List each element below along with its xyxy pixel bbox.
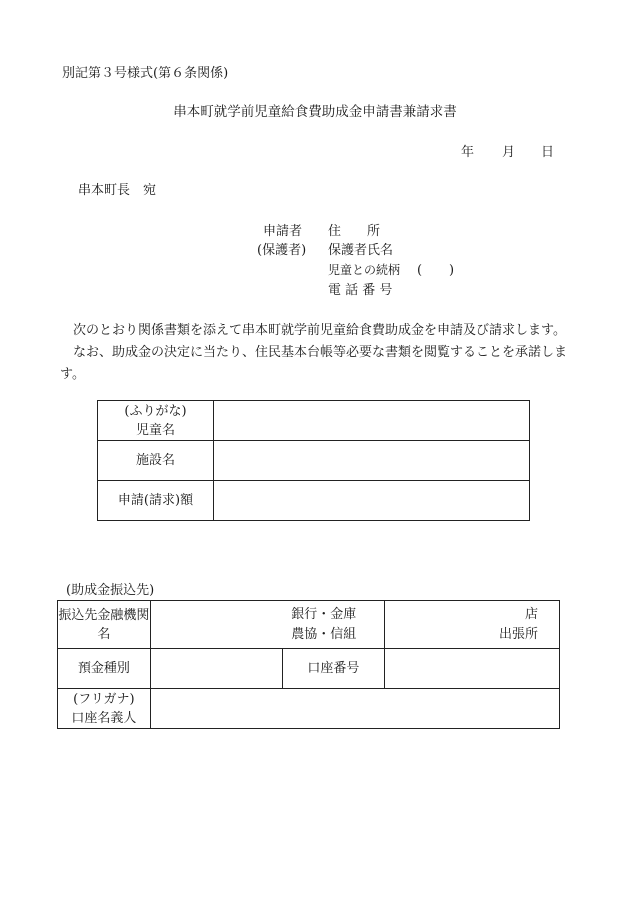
branch-type-2: 出張所 <box>498 626 538 642</box>
table-row <box>58 689 560 729</box>
statement-line-2: なお、助成金の決定に当たり、住民基本台帳等必要な書類を閲覧することを承諾します。 <box>60 345 568 382</box>
institution-label: 振込先金融機関名 <box>58 601 151 649</box>
bank-type-options <box>291 605 356 645</box>
branch-name-field[interactable] <box>385 601 560 649</box>
child-name-label-cell <box>98 401 214 441</box>
table-row <box>98 481 530 521</box>
bank-type-2: 農協・信組 <box>291 626 357 642</box>
document-title: 串本町就学前児童給食費助成金申請書兼請求書 <box>173 104 457 120</box>
applicant-role: 申請者 <box>263 224 303 239</box>
guardian-name-label: 保護者氏名 <box>328 243 394 258</box>
institution-name-field[interactable] <box>150 601 385 649</box>
statement-text <box>60 320 588 386</box>
relationship-label: 児童との続柄 <box>328 263 401 277</box>
date-year-label: 年 <box>461 145 475 160</box>
child-name-field[interactable] <box>214 401 530 441</box>
child-info-table <box>97 400 530 521</box>
phone-label: 電 話 番 号 <box>328 283 393 298</box>
branch-type-options <box>499 605 538 645</box>
account-holder-label-cell <box>58 689 151 729</box>
bank-type-1: 銀行・金庫 <box>291 606 357 622</box>
table-row <box>58 601 560 649</box>
account-number-field[interactable] <box>385 649 560 689</box>
applicant-role-sub: (保護者) <box>257 243 307 258</box>
bank-section-title: (助成金振込先) <box>66 583 155 598</box>
relationship-paren-close: ) <box>449 263 455 278</box>
branch-type-1: 店 <box>524 606 538 622</box>
amount-label: 申請(請求)額 <box>98 481 214 521</box>
account-holder-label: 口座名義人 <box>71 710 137 726</box>
account-number-label: 口座番号 <box>282 649 385 689</box>
statement-line-1: 次のとおり関係書類を添えて串本町就学前児童給食費助成金を申請及び請求します。 <box>73 323 566 338</box>
date-day-label: 日 <box>541 145 555 160</box>
facility-field[interactable] <box>214 441 530 481</box>
table-row <box>98 441 530 481</box>
amount-field[interactable] <box>214 481 530 521</box>
form-reference: 別記第３号様式(第６条関係) <box>62 66 229 81</box>
child-name-label: 児童名 <box>135 422 175 438</box>
table-row <box>98 401 530 441</box>
katakana-label: (フリガナ) <box>73 691 135 707</box>
deposit-type-label: 預金種別 <box>58 649 151 689</box>
account-holder-field[interactable] <box>150 689 559 729</box>
address-label: 住 所 <box>328 224 381 239</box>
furigana-label: (ふりがな) <box>124 403 187 419</box>
bank-info-table <box>57 600 560 729</box>
relationship-paren-open: ( <box>417 263 423 278</box>
date-month-label: 月 <box>502 145 516 160</box>
table-row <box>58 649 560 689</box>
facility-label: 施設名 <box>98 441 214 481</box>
addressee: 串本町長 宛 <box>78 183 157 198</box>
deposit-type-field[interactable] <box>150 649 282 689</box>
